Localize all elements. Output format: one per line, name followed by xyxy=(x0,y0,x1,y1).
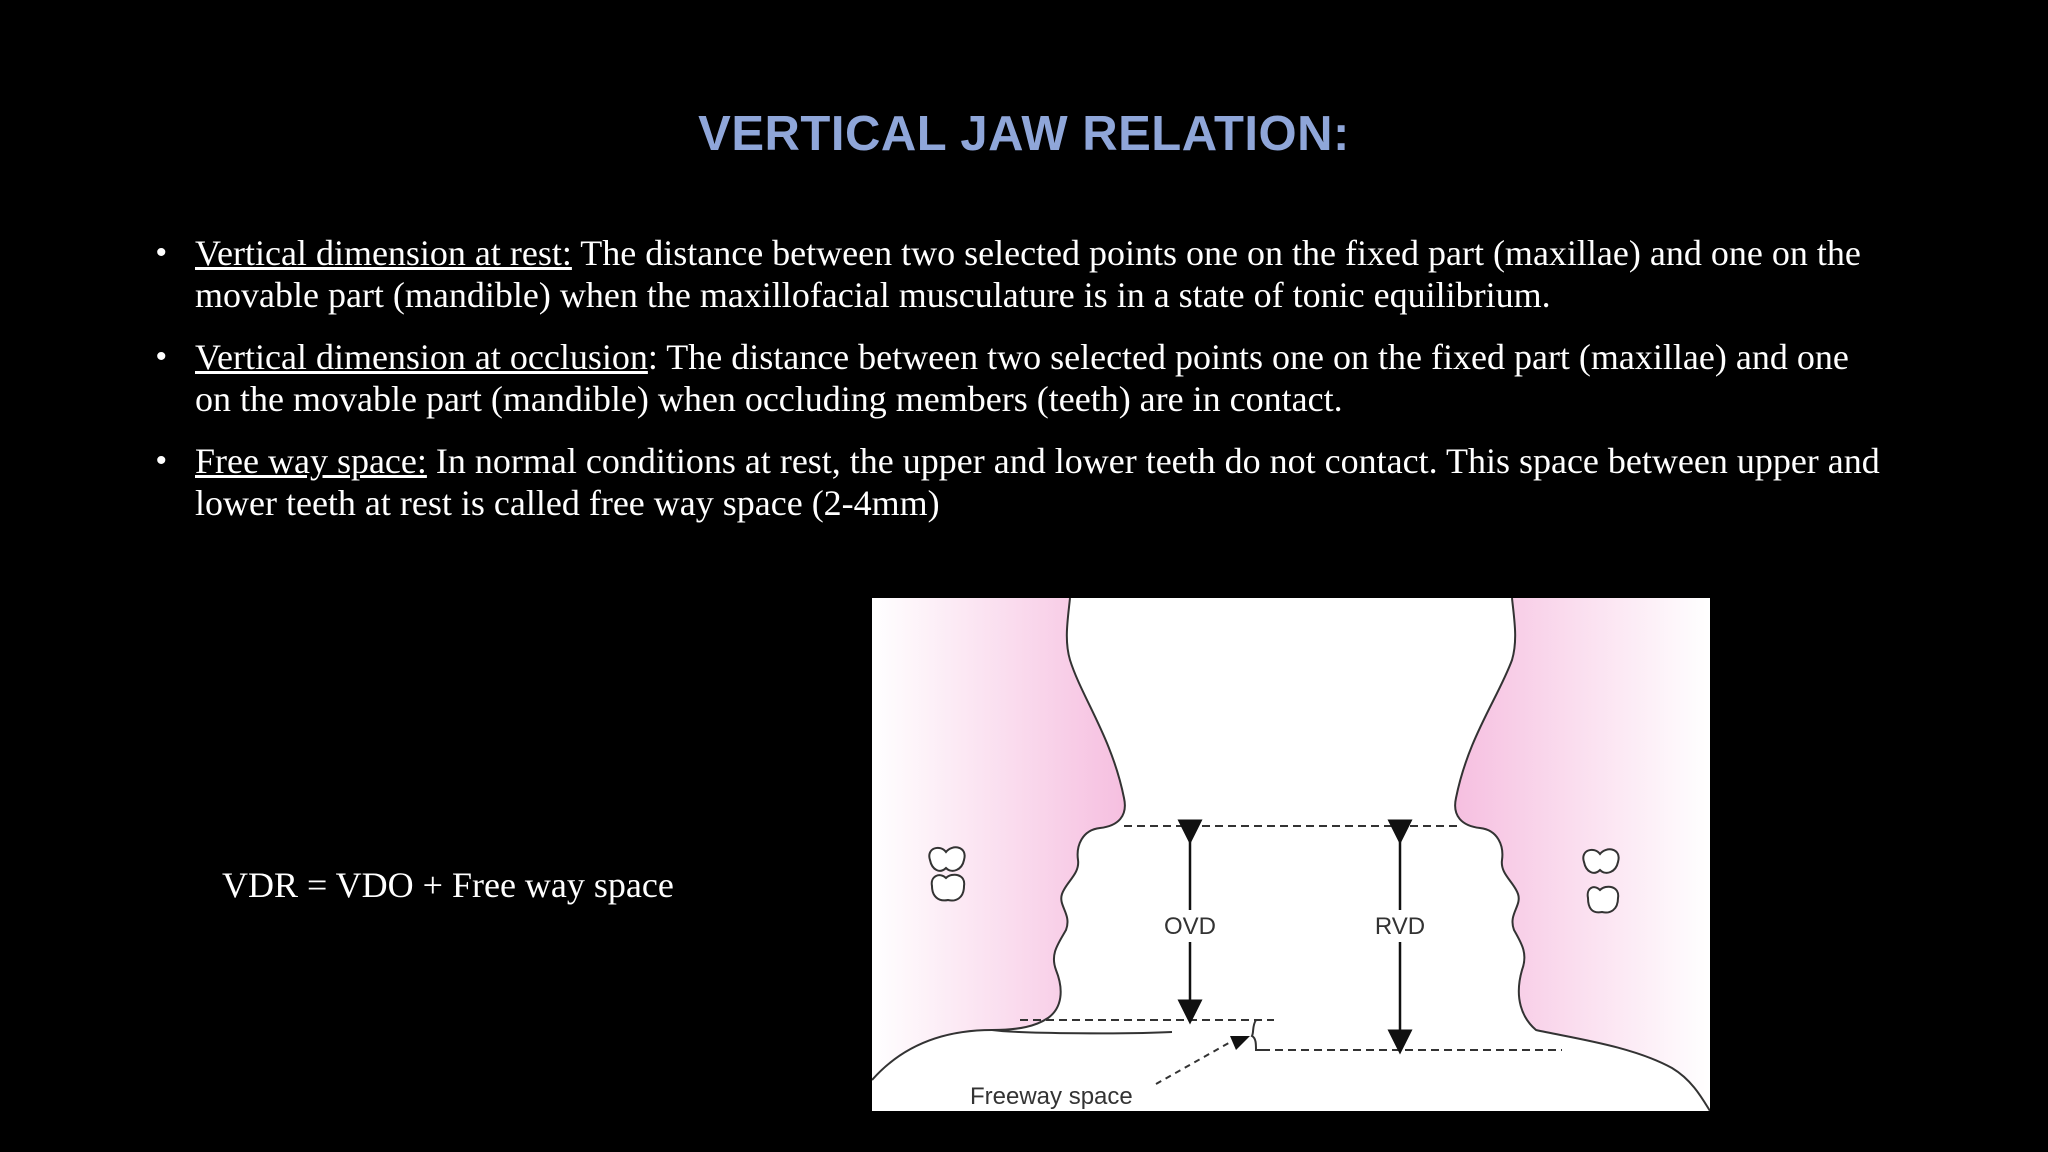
bullet-icon: • xyxy=(156,236,167,269)
bullet-free-way-space xyxy=(150,440,1890,524)
left-face-profile xyxy=(872,598,1125,1080)
vdr-formula: VDR = VDO + Free way space xyxy=(222,865,674,905)
bullet-vertical-dimension-rest xyxy=(150,232,1890,316)
term-label: Free way space: xyxy=(195,441,427,481)
definition-text: The distance between two selected points one on the fixed part (maxillae) and one on the movable part (mandible) when the maxillofacial musculature is in a state of tonic equilibrium. xyxy=(195,233,1861,315)
definition-text: In normal conditions at rest, the upper and lower teeth do not contact. This space between upper and lower teeth at rest is called free way space (2-4mm) xyxy=(195,441,1880,523)
bullet-vertical-dimension-occlusion xyxy=(150,336,1890,420)
bullet-icon: • xyxy=(156,444,167,477)
jaw-relation-diagram xyxy=(872,598,1710,1111)
rvd-label: RVD xyxy=(1374,913,1426,940)
slide-title: VERTICAL JAW RELATION: xyxy=(698,107,1350,161)
ovd-label: OVD xyxy=(1163,913,1217,940)
profiles-illustration xyxy=(872,598,1710,1111)
definition-list xyxy=(150,232,1890,544)
freeway-space-label: Freeway space xyxy=(970,1083,1133,1110)
term-label: Vertical dimension at rest: xyxy=(195,233,572,273)
right-face-profile xyxy=(1455,598,1710,1111)
bullet-icon: • xyxy=(156,340,167,373)
definition-text: : The distance between two selected points one on the fixed part (maxillae) and one on the movable part (mandible) when occluding members (teeth) are in contact. xyxy=(195,337,1849,419)
term-label: Vertical dimension at occlusion xyxy=(195,337,648,377)
